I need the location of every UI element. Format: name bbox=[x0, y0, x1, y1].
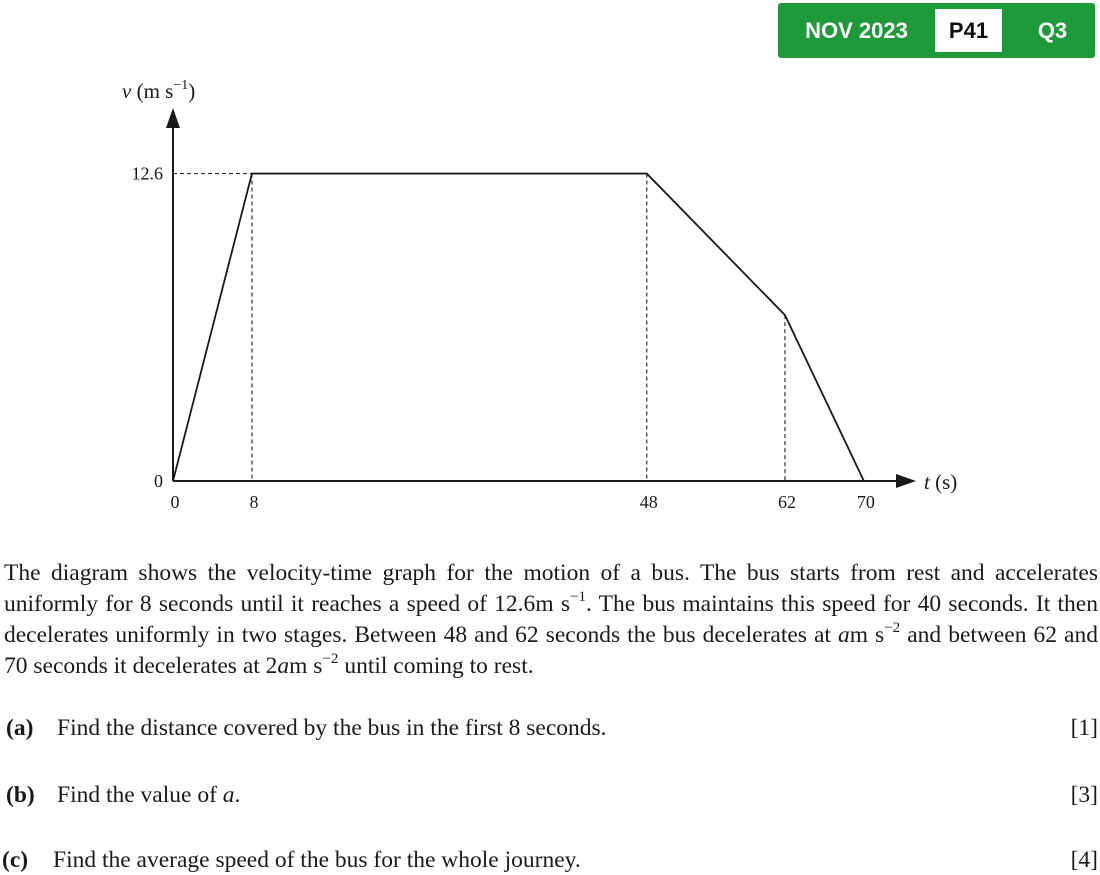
session-label: NOV 2023 bbox=[805, 18, 908, 43]
x-axis-label: t (s) bbox=[924, 470, 958, 494]
x-tick-label: 70 bbox=[856, 492, 875, 512]
x-tick-label: 8 bbox=[249, 492, 259, 512]
y-tick-label: 0 bbox=[154, 471, 163, 491]
x-tick-label: 48 bbox=[639, 492, 658, 512]
guide-lines bbox=[173, 174, 785, 481]
y-axis-label: v (m $s^{-1}$) bbox=[122, 78, 196, 103]
x-axis-arrow bbox=[896, 474, 916, 488]
part-text: Find the distance covered by the bus in the first 8 seconds. bbox=[57, 715, 607, 741]
x-tick-label: 0 bbox=[170, 492, 180, 512]
part-marks: [4] bbox=[1070, 847, 1098, 873]
part-marks: [3] bbox=[1070, 782, 1098, 808]
x-tick-labels bbox=[171, 492, 875, 512]
question-number: Q3 bbox=[1037, 18, 1068, 43]
y-tick-labels bbox=[132, 164, 164, 491]
paper-label: P41 bbox=[935, 9, 1002, 52]
velocity-line bbox=[173, 174, 864, 481]
part-marks: [1] bbox=[1070, 715, 1098, 741]
y-tick-label: 12.6 bbox=[131, 163, 163, 184]
part-label: (a) bbox=[6, 715, 34, 741]
y-axis-arrow bbox=[166, 108, 180, 128]
part-label: (c) bbox=[2, 847, 29, 873]
part-label: (b) bbox=[6, 782, 35, 808]
part-text: Find the value of a. bbox=[57, 782, 241, 808]
part-text: Find the average speed of the bus for the whole journey. bbox=[53, 847, 581, 873]
x-tick-label: 62 bbox=[777, 492, 796, 512]
question-intro: The diagram shows the velocity-time graph for the motion of a bus. The bus starts from rest and accelerates uniformly for 8 seconds until it reaches a speed of 12.6m $s^{-1}$. The bus maintains this speed for 40 seconds. It then decelerates uniformly in two stages. Between 48 and 62 seconds the bus decelerates at am $s^{-2}$ and between 62 and 70 seconds it decelerates at 2am $s^{-2}$ until coming to rest. bbox=[4, 560, 1098, 679]
